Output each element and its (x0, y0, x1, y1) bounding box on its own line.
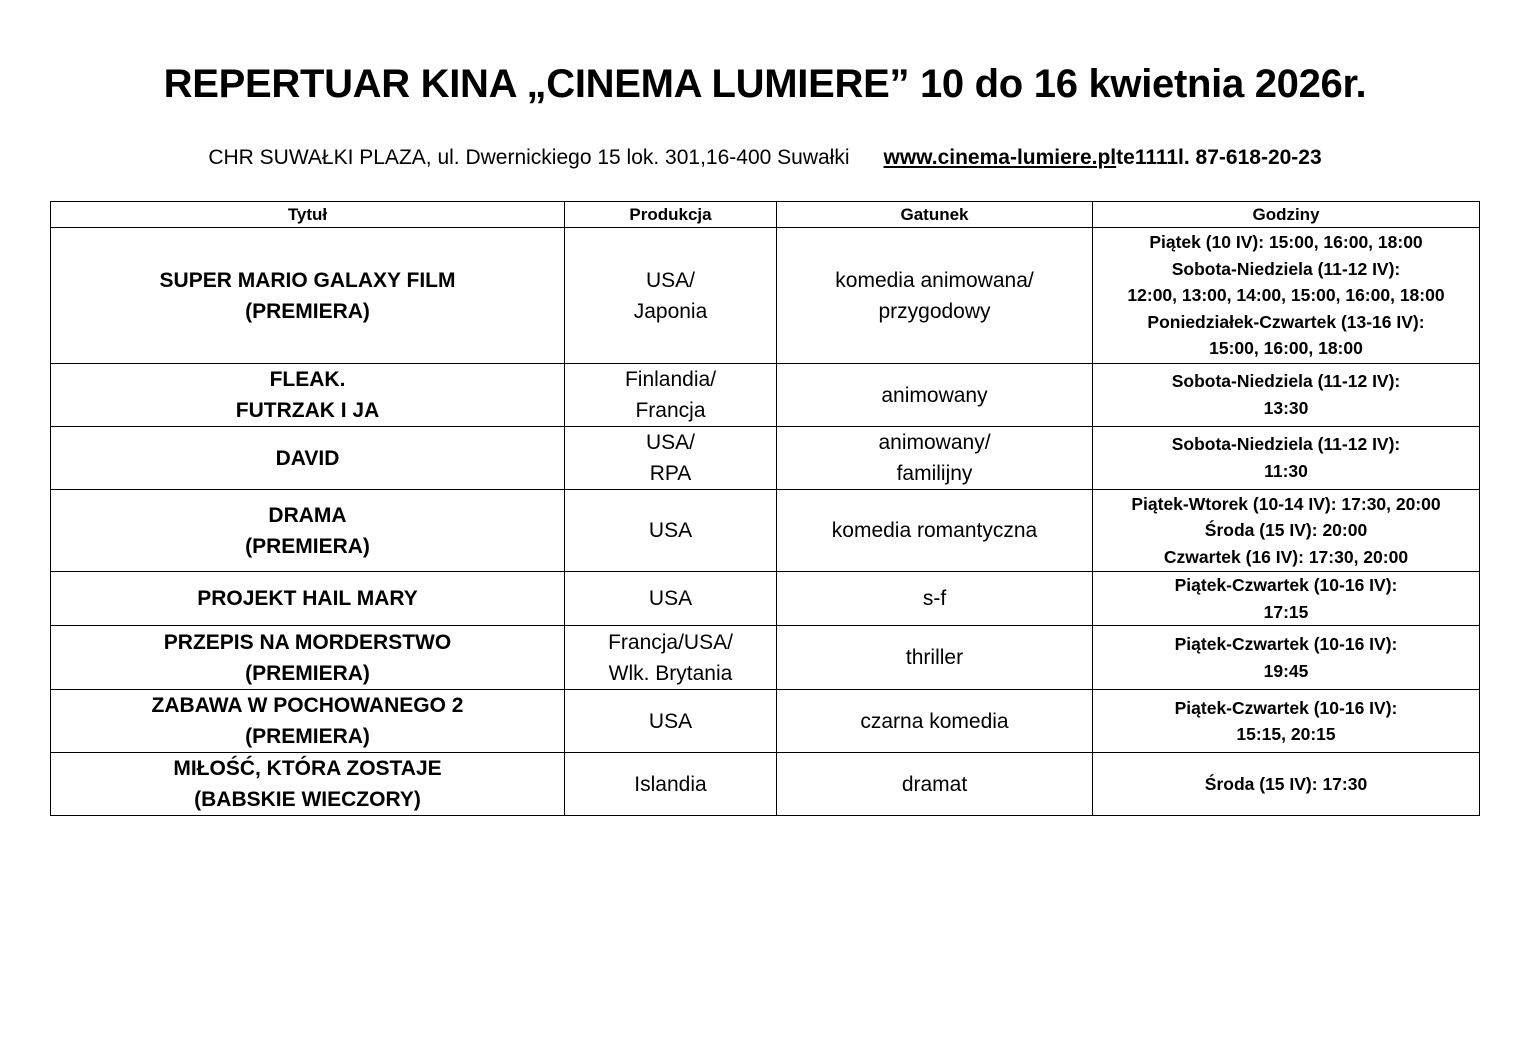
movie-genre-line: animowany/ (878, 431, 991, 454)
movie-genre-line: animowany (881, 383, 988, 407)
production-country-line: USA (648, 519, 693, 542)
showtimes-line: 13:30 (1263, 398, 1309, 418)
movie-title-line: MIŁOŚĆ, KTÓRA ZOSTAJE (173, 757, 442, 781)
movie-genre-cell (777, 490, 1093, 572)
movie-title-cell (51, 364, 565, 427)
movie-genre-cell (777, 572, 1093, 626)
movie-title-line: FLEAK. (269, 368, 346, 391)
cinema-info (0, 146, 1530, 170)
table-header-row (51, 202, 1480, 228)
movie-genre-line: komedia animowana/ (835, 268, 1034, 292)
showtimes-line: Środa (15 IV): 20:00 (1204, 520, 1368, 541)
movie-title-line: SUPER MARIO GALAXY FILM (159, 268, 456, 292)
movie-title-line: (PREMIERA) (245, 725, 370, 749)
movie-genre-cell (777, 753, 1093, 816)
showtimes-line: Środa (15 IV): 17:30 (1204, 773, 1368, 794)
production-country-line: Finlandia/ (624, 368, 717, 391)
movie-title-cell (51, 626, 565, 690)
table-row (51, 626, 1480, 690)
column-header-production: Produkcja (565, 202, 777, 228)
movie-genre-line: familijny (896, 462, 973, 485)
movie-title-line: (BABSKIE WIECZORY) (194, 788, 421, 812)
showtimes-cell (1093, 427, 1480, 490)
movie-genre-line: czarna komedia (860, 709, 1009, 733)
showtimes-line: Piątek-Czwartek (10-16 IV): (1174, 634, 1398, 655)
cinema-address: CHR SUWAŁKI PLAZA, ul. Dwernickiego 15 lok. 301,16-400 Suwałki (208, 146, 850, 169)
movie-title-cell (51, 572, 565, 626)
table-row (51, 228, 1480, 364)
movie-title-line: (PREMIERA) (245, 534, 370, 558)
showtimes-cell (1093, 626, 1480, 690)
movie-genre-line: s-f (922, 587, 947, 611)
showtimes-line: 11:30 (1264, 461, 1308, 481)
showtimes-line: Piątek-Wtorek (10-14 IV): 17:30, 20:00 (1131, 493, 1441, 514)
movie-title-cell (51, 753, 565, 816)
showtimes-cell (1093, 490, 1480, 572)
showtimes-line: Piątek-Czwartek (10-16 IV): (1174, 697, 1398, 718)
showtimes-line: 19:45 (1263, 660, 1309, 681)
table-row (51, 572, 1480, 626)
movie-title-line: DAVID (275, 446, 340, 470)
movie-title-line: FUTRZAK I JA (235, 399, 380, 422)
website-link[interactable]: www.cinema-lumiere.pl (883, 146, 1117, 169)
table-row (51, 690, 1480, 753)
movie-genre-cell (777, 228, 1093, 364)
production-country-line: Francja/USA/ (608, 630, 733, 654)
column-header-hours: Godziny (1093, 202, 1480, 228)
production-country-line: USA/ (645, 268, 695, 292)
production-country-line: USA (648, 709, 693, 733)
showtimes-cell (1093, 753, 1480, 816)
production-country-cell (565, 490, 777, 572)
table-row (51, 490, 1480, 572)
phone-number: te1111l. 87-618-20-23 (1116, 146, 1322, 169)
movie-title-line: DRAMA (268, 503, 347, 527)
table-row (51, 753, 1480, 816)
movie-genre-line: thriller (905, 646, 964, 670)
showtimes-line: Sobota-Niedziela (11-12 IV): (1171, 258, 1401, 279)
column-header-genre: Gatunek (777, 202, 1093, 228)
movie-title-line: (PREMIERA) (245, 661, 370, 685)
showtimes-cell (1093, 572, 1480, 626)
movie-title-line: (PREMIERA) (245, 299, 370, 323)
production-country-line: Wlk. Brytania (608, 661, 733, 685)
column-header-title: Tytuł (51, 202, 565, 228)
showtimes-line: Piątek-Czwartek (10-16 IV): (1174, 575, 1398, 595)
movie-title-line: PRZEPIS NA MORDERSTWO (163, 630, 452, 654)
showtimes-cell (1093, 228, 1480, 364)
movie-genre-cell (777, 626, 1093, 690)
movie-genre-cell (777, 364, 1093, 427)
showtimes-line: Czwartek (16 IV): 17:30, 20:00 (1163, 546, 1409, 567)
movie-title-cell (51, 427, 565, 490)
showtimes-line: Sobota-Niedziela (11-12 IV): (1171, 371, 1401, 392)
showtimes-line: 15:15, 20:15 (1236, 724, 1336, 745)
showtimes-line: Piątek (10 IV): 15:00, 16:00, 18:00 (1149, 232, 1423, 253)
showtimes-cell (1093, 690, 1480, 753)
showtimes-line: 17:15 (1263, 601, 1309, 622)
showtimes-line: 15:00, 16:00, 18:00 (1209, 338, 1363, 359)
showtimes-cell (1093, 364, 1480, 427)
movie-genre-line: przygodowy (878, 299, 991, 323)
production-country-cell (565, 753, 777, 816)
schedule-body (51, 228, 1480, 816)
movie-genre-line: komedia romantyczna (831, 519, 1038, 542)
showtimes-line: 12:00, 13:00, 14:00, 15:00, 16:00, 18:00 (1127, 285, 1445, 306)
table-row (51, 427, 1480, 490)
page-title: REPERTUAR KINA „CINEMA LUMIERE” 10 do 16 kwietnia 2026r. (163, 62, 1367, 106)
production-country-cell (565, 364, 777, 427)
production-country-cell (565, 427, 777, 490)
showtimes-line: Sobota-Niedziela (11-12 IV): (1171, 434, 1401, 455)
movie-genre-cell (777, 427, 1093, 490)
movie-genre-cell (777, 690, 1093, 753)
production-country-cell (565, 572, 777, 626)
movie-title-cell (51, 490, 565, 572)
movie-title-cell (51, 228, 565, 364)
production-country-line: USA (648, 587, 693, 611)
movie-title-cell (51, 690, 565, 753)
showtimes-line: Poniedziałek-Czwartek (13-16 IV): (1147, 311, 1425, 332)
production-country-line: USA/ (645, 431, 695, 454)
movie-title-line: ZABAWA W POCHOWANEGO 2 (151, 694, 464, 718)
table-row (51, 364, 1480, 427)
schedule-table (50, 201, 1480, 816)
production-country-cell (565, 626, 777, 690)
movie-genre-line: dramat (901, 772, 968, 796)
production-country-line: RPA (649, 462, 692, 485)
production-country-line: Islandia (634, 772, 707, 796)
production-country-line: Japonia (633, 299, 708, 323)
production-country-line: Francja (635, 399, 706, 422)
production-country-cell (565, 228, 777, 364)
movie-title-line: PROJEKT HAIL MARY (197, 587, 418, 611)
production-country-cell (565, 690, 777, 753)
